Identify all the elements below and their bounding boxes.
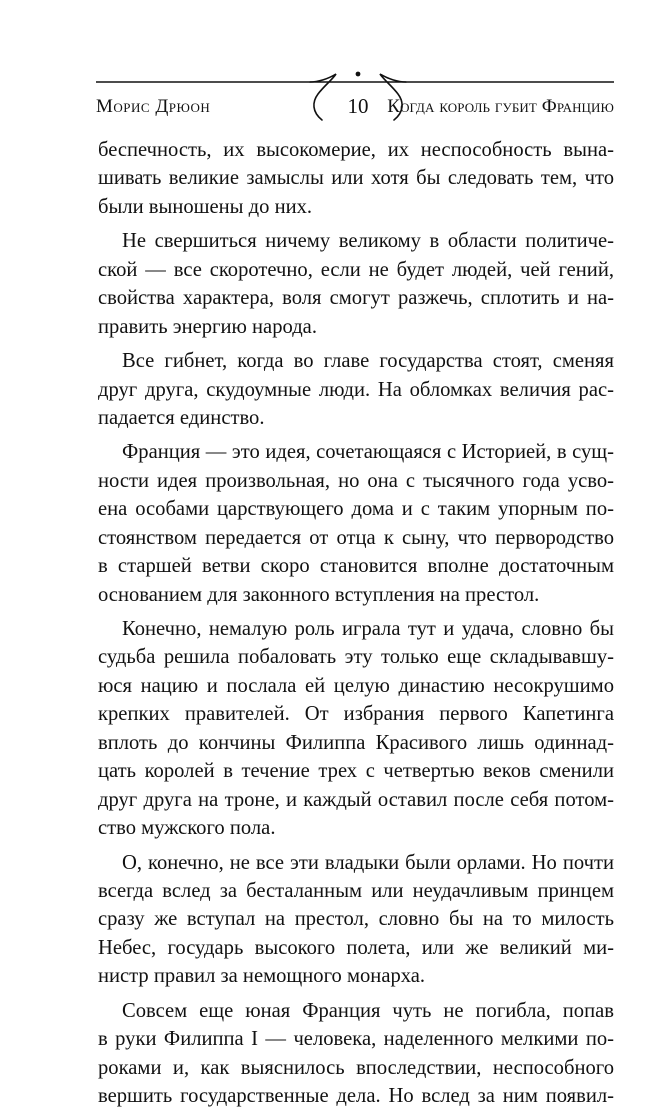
text-line: ской — все скоротечно, если не будет людей, чей гений,: [98, 258, 614, 281]
text-line: друг друга, скудоумные люди. На обломках величия рас-: [98, 378, 614, 401]
text-line: роками и, как выяснилось впоследствии, неспособного: [98, 1056, 614, 1079]
text-line: цать королей в течение трех с четвертью веков сменили: [98, 760, 614, 783]
text-line: сразу же вступал на престол, словно бы на то милость: [98, 908, 614, 931]
text-line: были выношены до них.: [98, 195, 313, 218]
text-line: Конечно, немалую роль играла тут и удача, словно бы: [122, 618, 614, 640]
paragraph: [98, 347, 614, 432]
paragraph: [98, 227, 614, 341]
text-line: всегда вслед за бесталанным или неудачливым принцем: [98, 879, 614, 902]
text-line: стоянством передается от отца к сыну, что первородство: [98, 526, 614, 549]
paragraph: [98, 136, 614, 221]
paragraph: [98, 615, 614, 843]
text-line: нистр правил за немощного монарха.: [98, 965, 426, 988]
paragraph: [98, 438, 614, 609]
text-line: Совсем еще юная Франция чуть не погибла, попав: [122, 999, 614, 1022]
paragraph: [98, 849, 614, 991]
text-line: Все гибнет, когда во главе государства стоят, сменяя: [122, 350, 614, 373]
text-line: ство мужского пола.: [98, 817, 276, 840]
text-line: падается единство.: [98, 406, 265, 429]
running-header: [96, 70, 614, 130]
text-line: основанием для законного вступления на престол.: [98, 583, 540, 606]
page-number: 10: [347, 94, 369, 118]
header-author: Морис Дрюон: [96, 96, 211, 117]
text-line: юся нацию и послала ей целую династию несокрушимо: [98, 674, 614, 697]
text-line: Не свершиться ничему великому в области политиче-: [122, 230, 614, 253]
text-line: судьба решила побаловать эту только еще складывавшу-: [98, 646, 614, 669]
text-line: Небес, государь высокого полета, или же великий ми-: [98, 936, 614, 959]
text-line: О, конечно, не все эти владыки были орлами. Но почти: [122, 851, 614, 874]
text-line: вплоть до кончины Филиппа Красивого лишь одиннад-: [98, 731, 614, 754]
text-line: друг друга на троне, и каждый оставил после себя потом-: [98, 788, 614, 811]
text-line: ности идея произвольная, но она с тысячного года усво-: [98, 469, 614, 492]
text-line: ена особами царствующего дома и с таким упорным по-: [98, 498, 614, 521]
text-line: Франция — это идея, сочетающаяся с Историей, в сущ-: [122, 441, 614, 464]
text-line: беспечность, их высокомерие, их неспособность вына-: [98, 139, 614, 161]
text-line: крепких правителей. От избрания первого Капетинга: [98, 703, 614, 726]
text-line: вершить государственные дела. Но вслед за ним появил-: [98, 1085, 614, 1107]
header-dot: [356, 72, 361, 77]
text-line: в старшей ветви скоро становится вполне достаточным: [98, 555, 614, 578]
text-line: шивать великие замыслы или хотя бы следовать тем, что: [98, 167, 614, 190]
text-line: свойства характера, воля смогут разжечь, сплотить и на-: [98, 287, 614, 310]
text-line: править энергию народа.: [98, 315, 317, 338]
text-line: в руки Филиппа I — человека, наделенного мелкими по-: [98, 1028, 614, 1051]
paragraph: [98, 997, 614, 1110]
body-text: [98, 136, 614, 1110]
header-book-title: Когда король губит Францию: [387, 96, 614, 117]
